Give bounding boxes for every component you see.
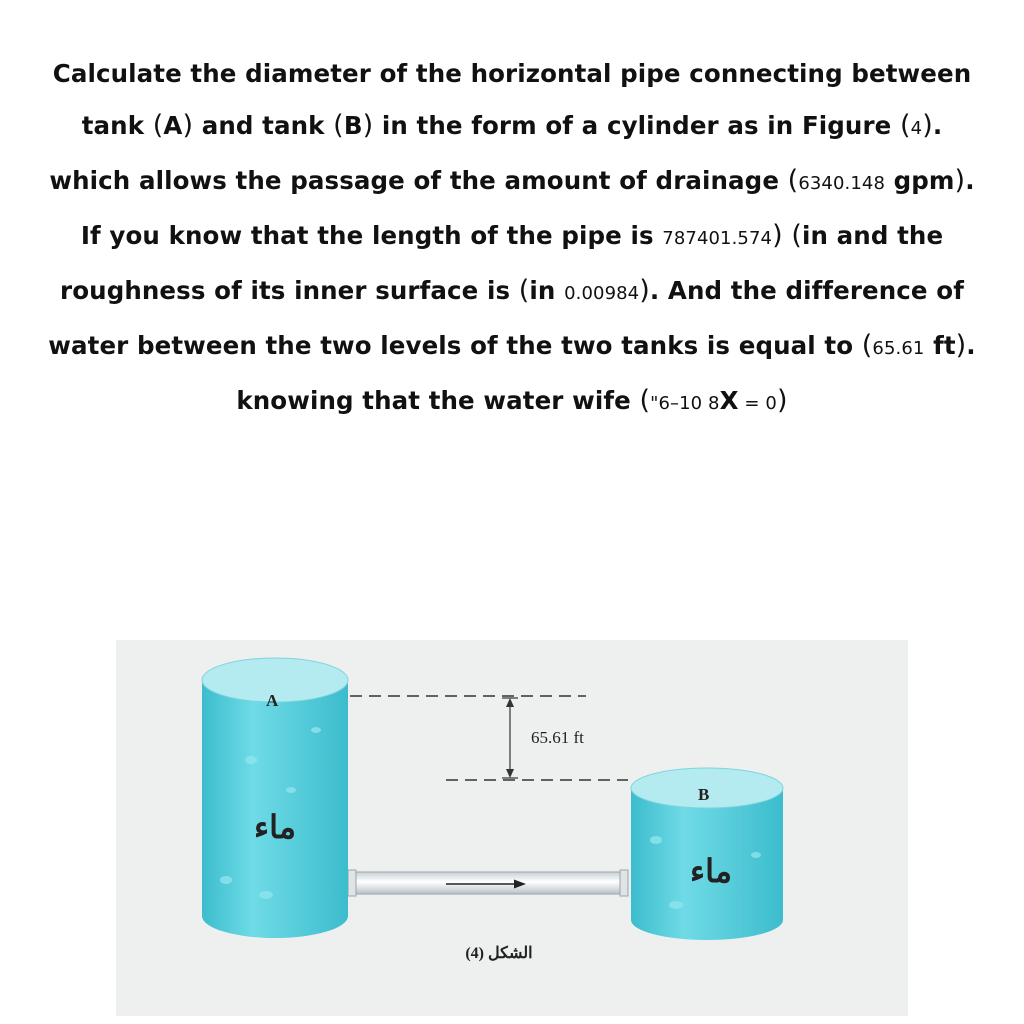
paren: ) xyxy=(182,110,194,141)
viscosity-x: X xyxy=(719,386,739,415)
line6-text-a: water between the two levels of the two tanks is equal to xyxy=(48,331,862,360)
line5-text-b: in xyxy=(529,276,565,305)
caption-word: الشكل xyxy=(488,945,533,962)
line2-text-c: in the form of a cylinder as in Figure xyxy=(373,111,901,140)
paren: ( xyxy=(791,220,802,251)
viscosity-value: "6–10 8 xyxy=(650,393,720,414)
paren: ( xyxy=(152,110,164,141)
head-difference-value: 65.61 xyxy=(872,338,925,359)
water-label-a: ماء xyxy=(254,809,296,845)
paren: ( xyxy=(639,385,651,416)
paren: ) xyxy=(362,110,374,141)
line1-text: Calculate the diameter of the horizontal pipe connecting between xyxy=(52,59,972,88)
line4-text-c: in and the xyxy=(802,221,944,250)
problem-line-5 xyxy=(40,265,984,320)
paren: ) xyxy=(639,275,650,306)
paren: ( xyxy=(900,110,911,141)
head-unit: ft xyxy=(924,331,956,360)
line2-end: . xyxy=(932,111,943,140)
line2-text-b: and tank xyxy=(193,111,334,140)
problem-line-2 xyxy=(40,100,984,155)
connecting-pipe xyxy=(348,870,628,896)
paren: ( xyxy=(333,110,344,141)
paren: ) xyxy=(922,110,933,141)
caption-number: (4) xyxy=(465,945,484,962)
flow-value: 6340.148 xyxy=(798,173,885,194)
tank-b-ref: B xyxy=(343,111,363,140)
tank-a-ref: A xyxy=(163,111,183,140)
paren: ) xyxy=(772,220,783,251)
line4-text-a: If you know that the length of the pipe is xyxy=(80,221,663,250)
paren: ) xyxy=(776,385,788,416)
roughness-value: 0.00984 xyxy=(564,283,640,304)
paren: ( xyxy=(518,275,530,306)
line3-end: . xyxy=(965,166,975,195)
paren: ( xyxy=(861,330,873,361)
height-label: 65.61 ft xyxy=(531,728,584,747)
line3-text-a: which allows the passage of the amount of drainage xyxy=(49,166,788,195)
problem-statement xyxy=(40,48,984,430)
line5-text-a: roughness of its inner surface is xyxy=(60,276,519,305)
tank-a-label: A xyxy=(266,691,279,710)
tank-b-label: B xyxy=(698,785,710,804)
line2-text-a: tank xyxy=(81,111,153,140)
paren: ) xyxy=(955,330,967,361)
line7-text-a: knowing that the water wife xyxy=(236,386,640,415)
problem-line-3 xyxy=(40,155,984,210)
flow-unit: gpm xyxy=(885,166,955,195)
problem-line-7 xyxy=(40,375,984,430)
line6-end: . xyxy=(966,331,976,360)
figure-4 xyxy=(116,640,908,1016)
pipe-length-value: 787401.574 xyxy=(662,228,773,249)
figure-number-ref: 4 xyxy=(910,118,923,139)
height-dimension xyxy=(502,698,518,778)
paren: ( xyxy=(787,165,799,196)
problem-line-6 xyxy=(40,320,984,375)
water-label-b: ماء xyxy=(690,853,732,889)
tanks-diagram xyxy=(116,640,908,1016)
problem-line-1 xyxy=(40,48,984,100)
line5-end: . And the difference of xyxy=(649,276,964,305)
problem-line-4 xyxy=(40,210,984,265)
paren: ) xyxy=(954,165,966,196)
viscosity-equals: = 0 xyxy=(738,393,777,414)
